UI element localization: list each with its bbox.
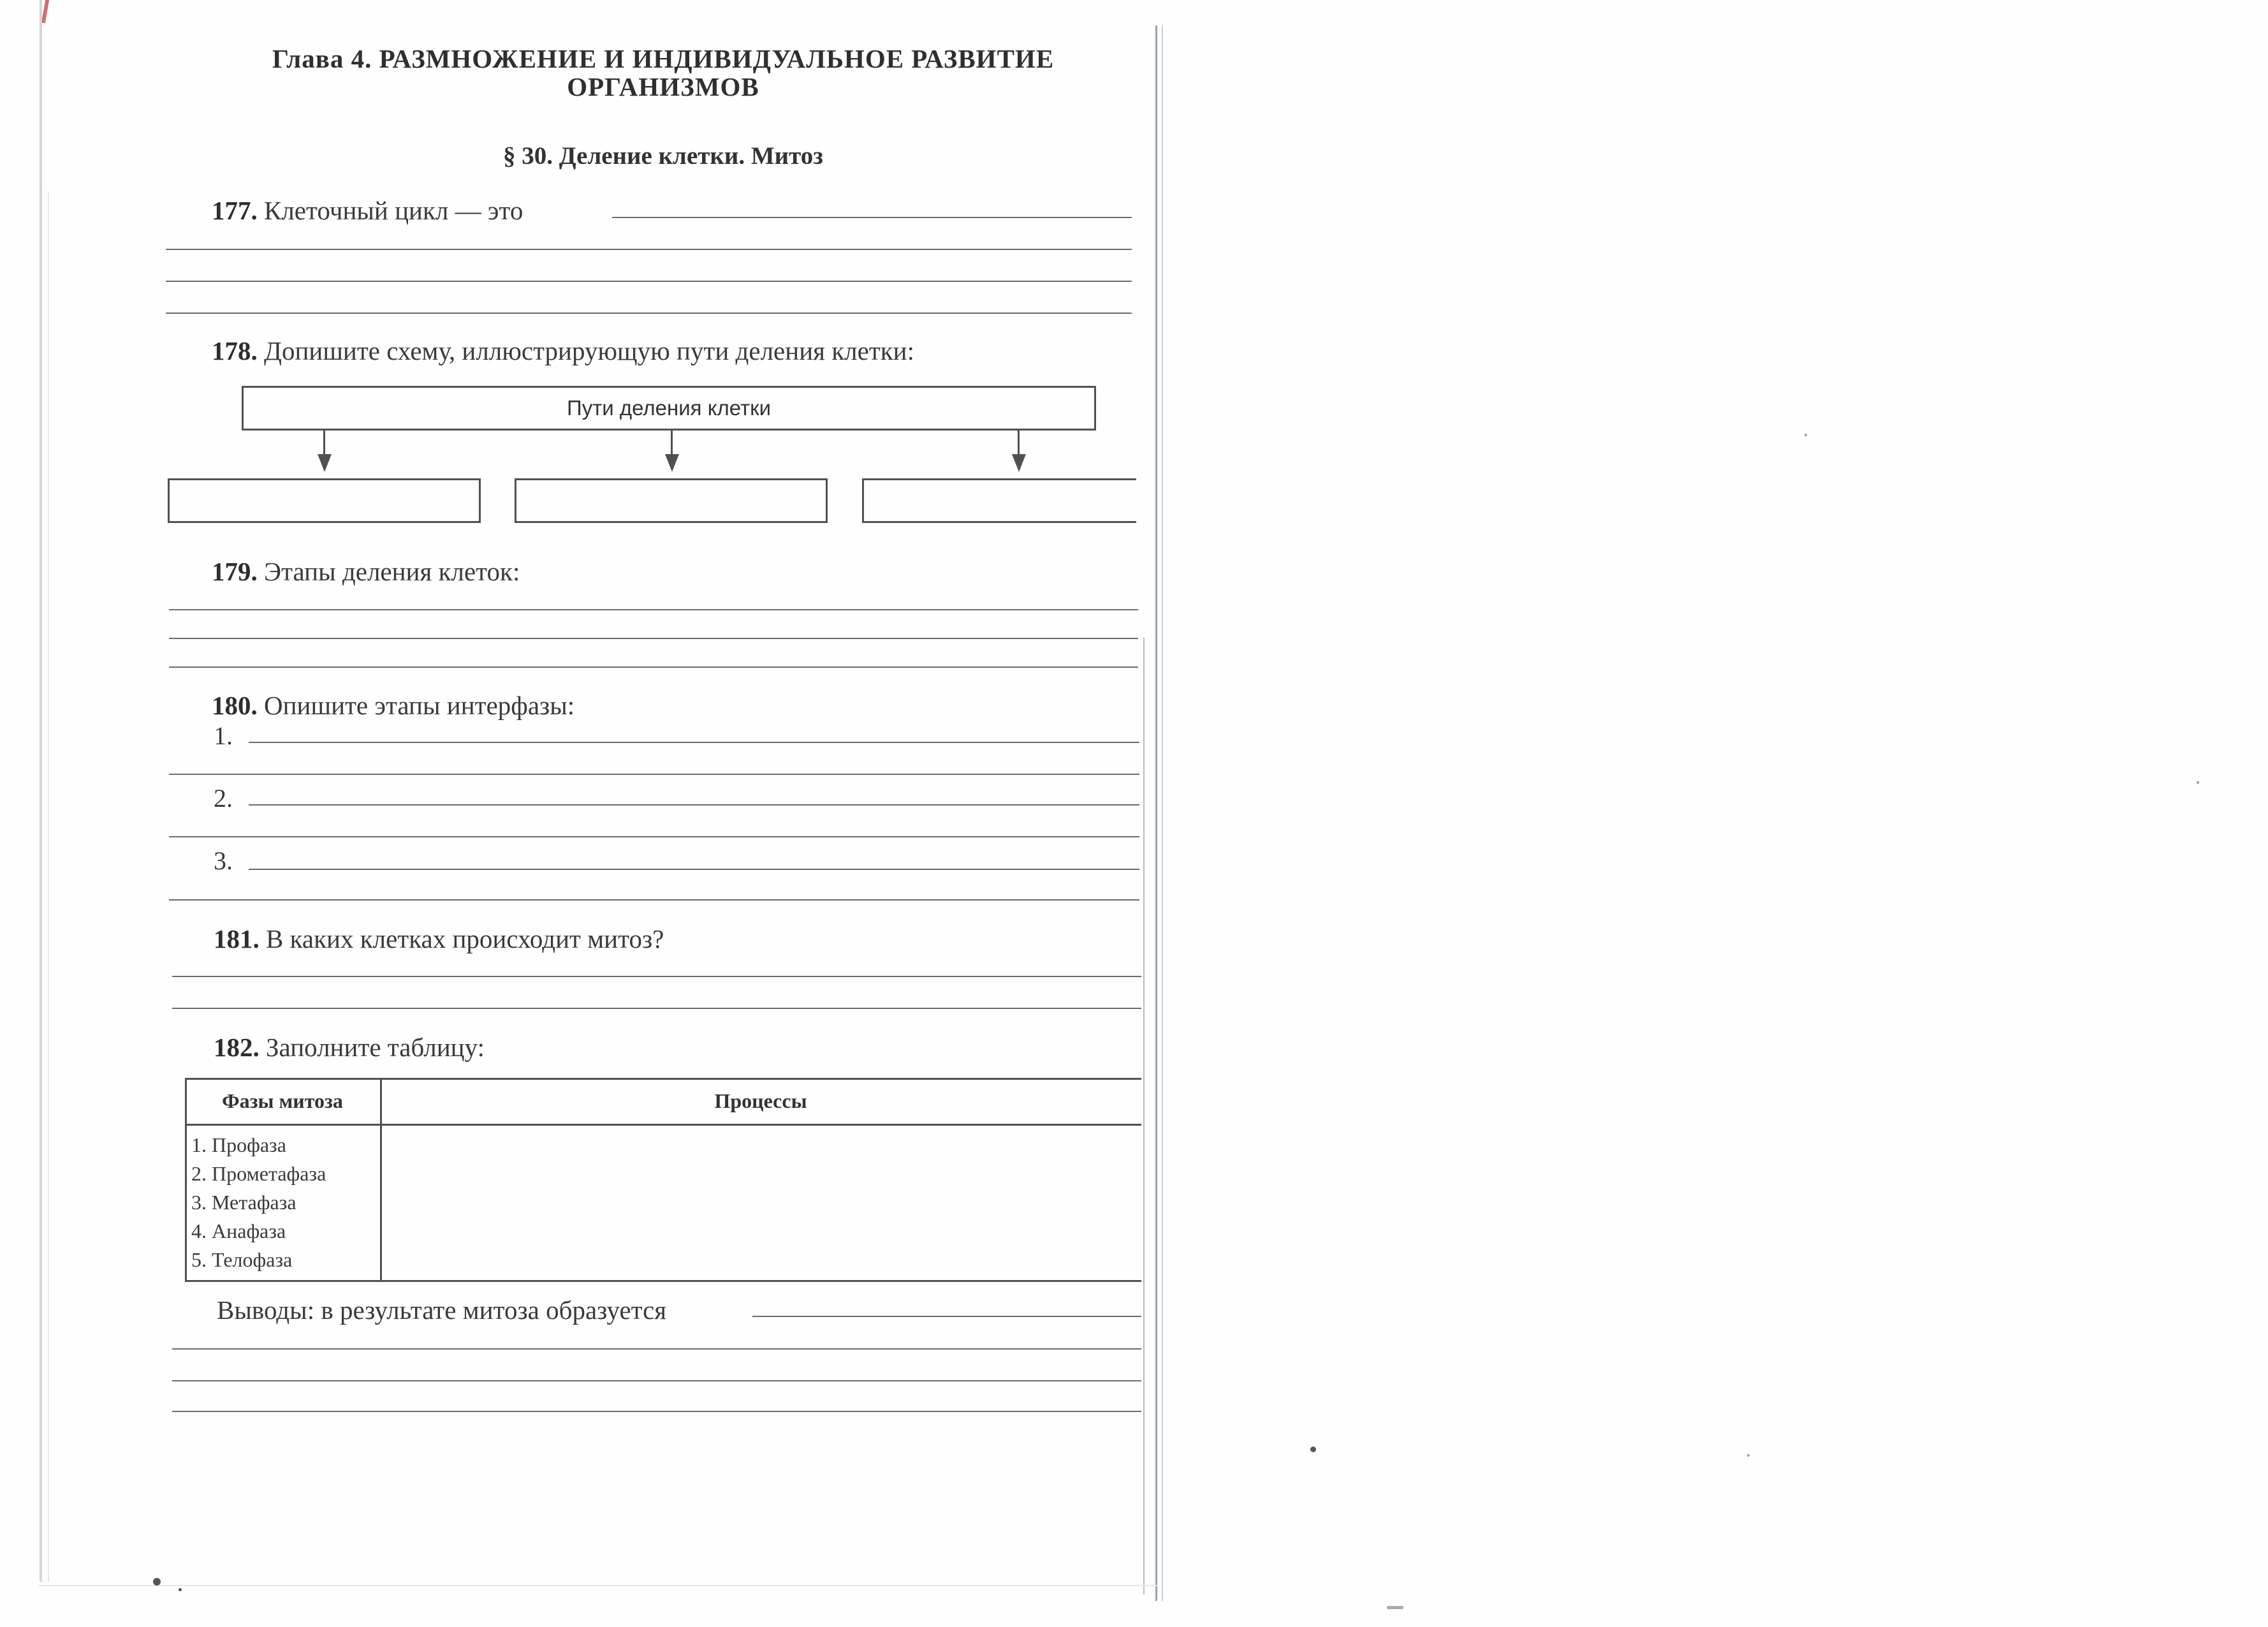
arrow-down-icon <box>318 454 332 472</box>
task-181-number: 181. <box>214 924 260 953</box>
scan-speck <box>1804 434 1807 436</box>
phase-1: 1. Профаза <box>191 1133 286 1156</box>
task-180-number: 180. <box>212 691 258 720</box>
phase-5: 5. Телофаза <box>191 1248 293 1271</box>
task-178-number: 178. <box>212 336 258 365</box>
task-177-text: Клеточный цикл — это <box>264 196 523 225</box>
scheme-answer-box-1[interactable] <box>168 478 481 523</box>
answer-line[interactable] <box>169 638 1138 639</box>
conclusion-text: Выводы: в результате митоза образуется <box>217 1295 667 1325</box>
task-178-text: Допишите схему, иллюстрирующую пути деления клетки: <box>264 336 914 365</box>
page-gutter-line-faint <box>1162 26 1163 1601</box>
scheme-answer-box-2[interactable] <box>515 478 828 523</box>
task-181-text: В каких клетках происходит митоз? <box>266 924 664 953</box>
task-179-number: 179. <box>212 557 258 586</box>
table-border-bottom <box>185 1280 1141 1282</box>
task-181 <box>214 924 664 954</box>
task-178 <box>212 335 914 366</box>
answer-line[interactable] <box>169 666 1138 668</box>
answer-line[interactable] <box>249 742 1139 743</box>
scan-edge-left-faint <box>48 191 49 1582</box>
task-180 <box>212 690 574 721</box>
task-177 <box>212 195 523 226</box>
chapter-title-line1: Глава 4. РАЗМНОЖЕНИЕ И ИНДИВИДУАЛЬНОЕ РАЗВИТИЕ <box>272 44 1055 73</box>
answer-line[interactable] <box>249 804 1139 806</box>
scan-speck <box>1310 1447 1316 1452</box>
answer-line[interactable] <box>172 976 1141 977</box>
scan-corner-mark <box>41 0 49 23</box>
scheme-answer-box-3[interactable] <box>862 478 1136 523</box>
arrow-down-icon <box>665 454 679 472</box>
processes-answer-cell[interactable] <box>383 1126 1139 1278</box>
answer-line[interactable] <box>612 217 1132 218</box>
table-header-divider <box>185 1124 1141 1126</box>
answer-line[interactable] <box>166 249 1132 250</box>
arrow-stem <box>671 431 673 456</box>
answer-line[interactable] <box>249 869 1139 870</box>
scan-speck <box>2197 781 2199 784</box>
workbook-page <box>166 0 1148 1594</box>
answer-line[interactable] <box>169 774 1139 775</box>
answer-line[interactable] <box>172 1008 1141 1009</box>
arrow-down-icon <box>1012 454 1026 472</box>
task-177-number: 177. <box>212 196 258 225</box>
phase-2: 2. Прометафаза <box>191 1162 326 1185</box>
task-179-text: Этапы деления клеток: <box>264 557 520 586</box>
chapter-title-line2: ОРГАНИЗМОВ <box>567 72 759 101</box>
table-header-phases: Фазы митоза <box>222 1089 343 1112</box>
arrow-stem <box>323 431 325 456</box>
answer-line[interactable] <box>169 609 1138 610</box>
scan-edge-left <box>40 0 42 1582</box>
phase-3: 3. Метафаза <box>191 1191 296 1214</box>
task-180-text: Опишите этапы интерфазы: <box>264 691 575 720</box>
answer-line[interactable] <box>166 313 1132 314</box>
answer-line[interactable] <box>752 1316 1141 1317</box>
task-182-text: Заполните таблицу: <box>266 1033 485 1062</box>
table-header-processes: Процессы <box>714 1089 807 1112</box>
answer-line[interactable] <box>172 1348 1141 1350</box>
scheme-title-box: Пути деления клетки <box>242 386 1096 431</box>
answer-line[interactable] <box>172 1411 1141 1412</box>
task-182-number: 182. <box>214 1033 260 1062</box>
answer-line[interactable] <box>172 1380 1141 1381</box>
phase-4: 4. Анафаза <box>191 1219 286 1242</box>
interphase-item-3: 3. <box>214 846 233 875</box>
scan-speck <box>1387 1606 1403 1609</box>
answer-line[interactable] <box>169 836 1139 837</box>
arrow-stem <box>1018 431 1020 456</box>
interphase-item-1: 1. <box>214 721 233 750</box>
scan-speck <box>153 1578 161 1586</box>
scan-speck <box>1747 1454 1750 1457</box>
task-182 <box>214 1032 485 1063</box>
interphase-item-2: 2. <box>214 784 233 813</box>
table-border-top <box>185 1078 1141 1080</box>
chapter-title <box>236 45 1090 101</box>
task-179 <box>212 556 520 587</box>
section-title: § 30. Деление клетки. Митоз <box>503 142 823 170</box>
answer-line[interactable] <box>169 899 1139 901</box>
answer-line[interactable] <box>166 281 1132 282</box>
mitosis-table <box>185 1078 1141 1282</box>
page-gutter-line <box>1155 26 1157 1601</box>
